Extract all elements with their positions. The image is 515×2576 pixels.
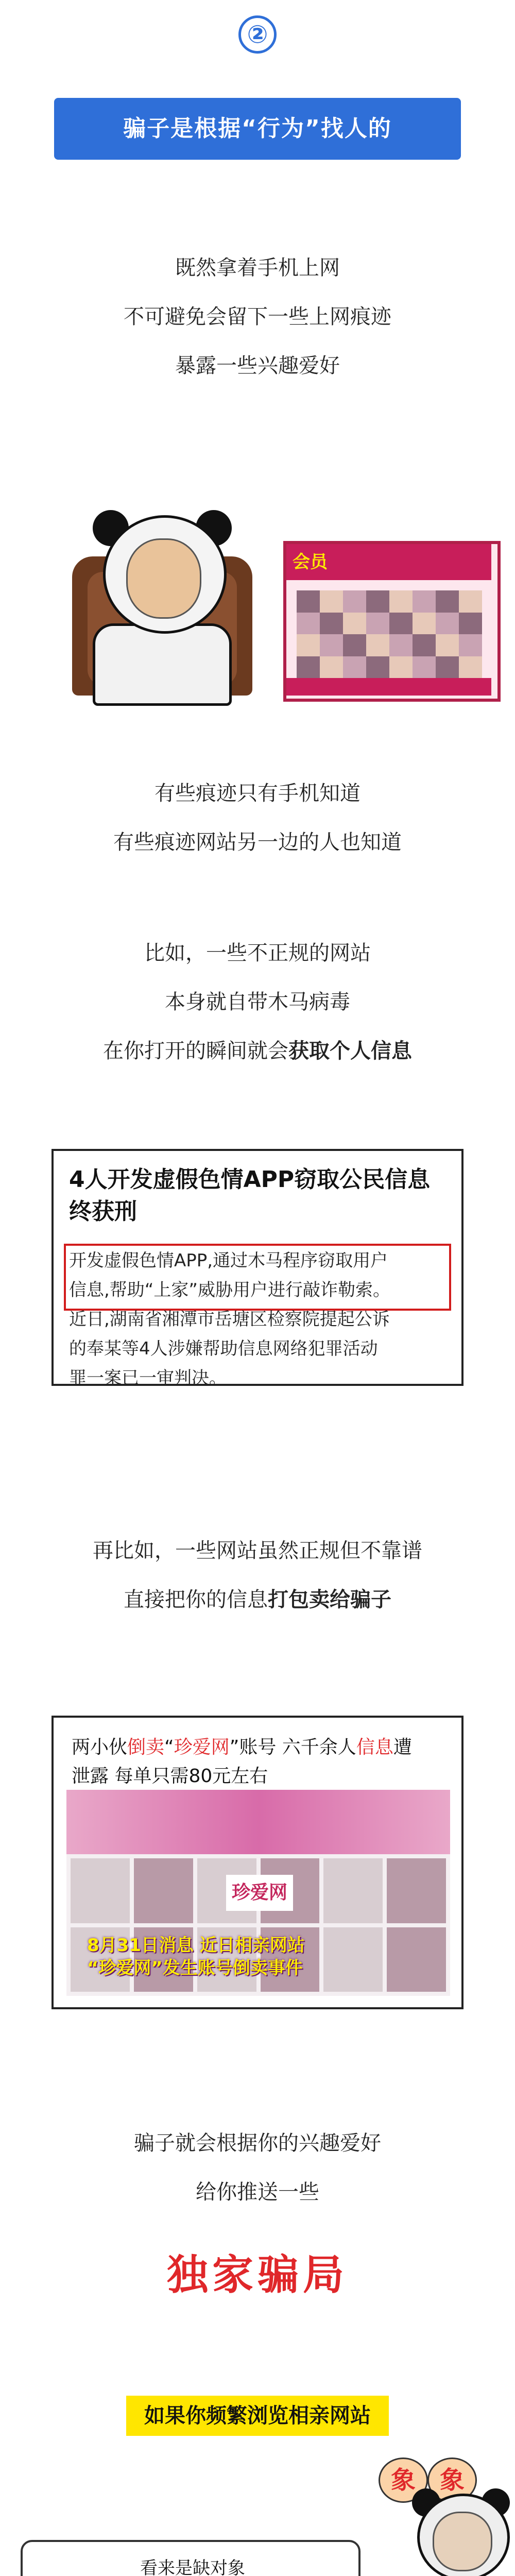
bubble-line-1: 看来是缺对象	[140, 2558, 245, 2576]
panda-body	[93, 623, 232, 706]
sell-line-2-emphasis: 打包卖给骗子	[268, 1588, 391, 1612]
intro-line-1: 既然拿着手机上网	[175, 256, 340, 280]
panda-face	[433, 2512, 492, 2571]
news-card-fake-app	[52, 1149, 464, 1386]
image-caption-line-2: “珍爱网”发生账号倒卖事件	[87, 1958, 303, 1978]
panda-watching-phone-illustration	[72, 495, 500, 706]
traces-line-2: 有些痕迹网站另一边的人也知道	[113, 831, 402, 854]
push-line-2: 给你推送一些	[196, 2180, 319, 2204]
dating-site-highlight: 如果你频繁浏览相亲网站	[126, 2396, 389, 2436]
zhenai-header-strip	[66, 1790, 450, 1854]
sell-line-2	[0, 1589, 515, 1610]
elephant-sign-2: 象	[427, 2458, 477, 2503]
intro-line-3: 暴露一些兴趣爱好	[175, 354, 340, 378]
traces-line-1: 有些痕迹只有手机知道	[154, 782, 360, 805]
headline-red-info: 信息	[356, 1737, 393, 1758]
headline-part: 遭	[393, 1737, 412, 1758]
headline-red-site: 珍爱网	[174, 1737, 230, 1758]
trojan-line-3	[0, 1041, 515, 1061]
headline-part: 两小伙	[72, 1737, 128, 1758]
news-highlight-line-1: 开发虚假色情APP,通过木马程序窃取用户	[69, 1250, 388, 1271]
headline-line-2: 泄露 每单只需80元左右	[72, 1766, 268, 1787]
news-card2-headline	[72, 1733, 453, 1791]
censored-mosaic	[297, 590, 482, 678]
trojan-line-3-text: 在你打开的瞬间就会	[103, 1039, 288, 1063]
news-card-body	[69, 1246, 450, 1393]
section-title-banner: 骗子是根据“行为”找人的	[54, 98, 461, 160]
news-body-line-1: 近日,湖南省湘潭市岳塘区检察院提起公诉	[69, 1309, 390, 1330]
scammer-panda-meme	[379, 2458, 507, 2576]
panda-face	[126, 538, 201, 619]
elephant-sign-1: 象	[379, 2458, 428, 2503]
news-highlight-line-2: 信息,帮助“上家”威胁用户进行敲诈勒索。	[69, 1280, 391, 1300]
trojan-line-1: 比如，一些不正规的网站	[144, 941, 371, 965]
news-card-zhenai	[52, 1716, 464, 2009]
screen-footer	[286, 678, 491, 696]
headline-quote: “	[164, 1737, 174, 1758]
image-caption-line-1: 8月31日消息 近日相亲网站	[87, 1935, 305, 1956]
sell-line-2-text: 直接把你的信息	[124, 1588, 268, 1612]
phone-screen	[283, 541, 501, 702]
image-caption	[87, 1934, 355, 1979]
zhenai-logo: 珍爱网	[226, 1875, 293, 1911]
screen-header: 会员	[286, 544, 491, 580]
trojan-line-2: 本身就自带木马病毒	[165, 990, 350, 1014]
headline-red-sell: 倒卖	[127, 1737, 165, 1758]
step-number-badge: ②	[238, 15, 277, 54]
news-body-line-3: 罪一案已一审判决。	[69, 1368, 227, 1388]
trojan-line-3-emphasis: 获取个人信息	[288, 1039, 412, 1063]
intro-line-2: 不可避免会留下一些上网痕迹	[124, 305, 391, 329]
speech-bubble	[21, 2540, 360, 2576]
sell-line-1: 再比如，一些网站虽然正规但不靠谱	[93, 1539, 422, 1563]
exclusive-scam-heading: 独家骗局	[167, 2250, 348, 2299]
news-card-title: 4人开发虚假色情APP窃取公民信息终获刑	[69, 1166, 431, 1225]
headline-part: ”账号 六千余人	[229, 1737, 356, 1758]
push-line-1: 骗子就会根据你的兴趣爱好	[134, 2131, 381, 2155]
news-body-line-2: 的奉某等4人涉嫌帮助信息网络犯罪活动	[69, 1338, 378, 1359]
zhenai-screenshot	[66, 1790, 450, 1996]
